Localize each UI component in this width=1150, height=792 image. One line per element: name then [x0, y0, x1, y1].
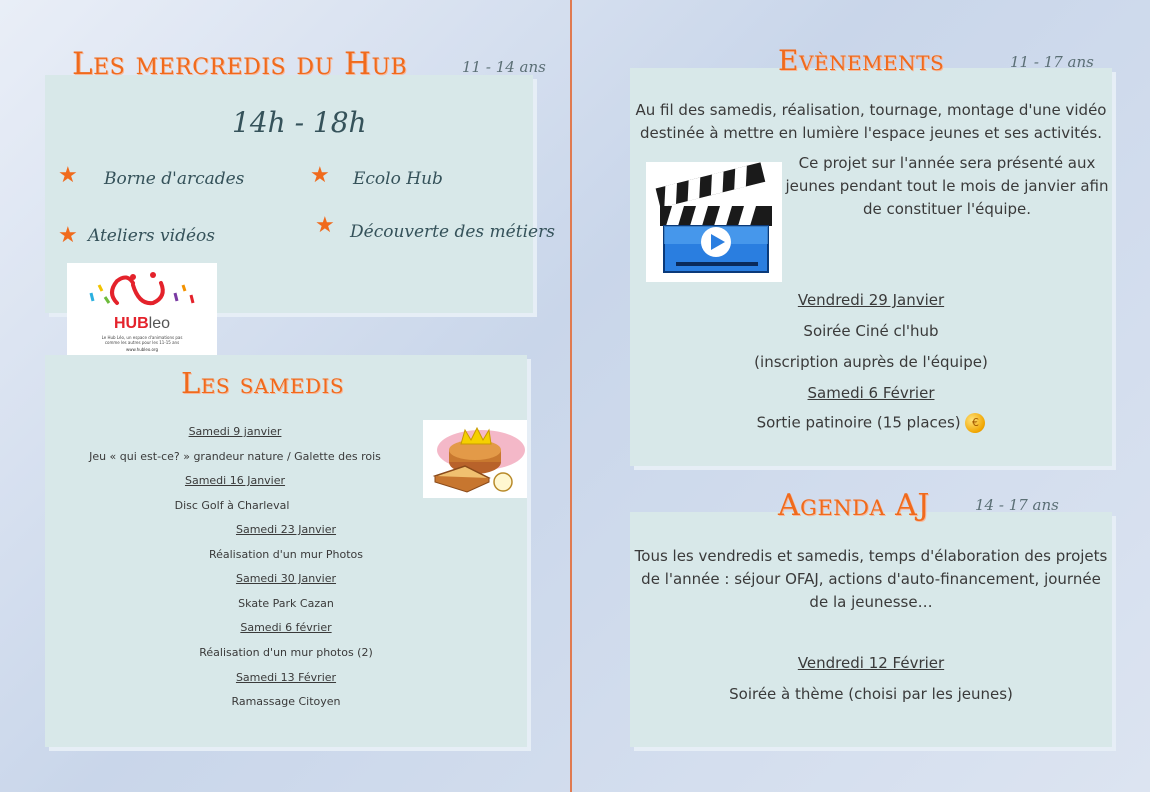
samedi-date: Samedi 30 Janvier — [235, 572, 337, 586]
galette-illustration — [423, 420, 527, 498]
euro-coin-icon: € — [965, 413, 985, 433]
evenements-date1: Vendredi 29 Janvier — [797, 291, 945, 309]
star-icon: ★ — [310, 163, 330, 188]
samedi-desc: Disc Golf à Charleval — [174, 498, 290, 512]
mercredis-age: 11 - 14 ans — [462, 58, 546, 76]
evenements-event1: Soirée Ciné cl'hub — [803, 322, 939, 340]
activity-ateliers: Ateliers vidéos — [88, 226, 216, 246]
agenda-title: Agenda AJ — [778, 488, 930, 523]
activity-borne: Borne d'arcades — [104, 169, 245, 189]
agenda-intro: Tous les vendredis et samedis, temps d'élaboration des projets de l'année : séjour OFAJ, actions d'auto-financement, journée de la jeunesse… — [634, 547, 1108, 611]
samedi-date: Samedi 6 février — [240, 621, 332, 635]
star-icon: ★ — [58, 163, 78, 188]
activity-ecolo: Ecolo Hub — [353, 169, 443, 189]
evenements-event2: Sortie patinoire (15 places) — [756, 413, 961, 432]
samedi-desc: Réalisation d'un mur photos (2) — [199, 645, 373, 659]
evenements-age: 11 - 17 ans — [1010, 53, 1094, 71]
samedi-date: Samedi 13 Février — [235, 670, 337, 684]
mercredis-hours: 14h - 18h — [232, 106, 367, 139]
mercredis-title: Les mercredis du Hub — [72, 46, 408, 82]
samedi-date: Samedi 16 Janvier — [184, 474, 286, 488]
evenements-project: Ce projet sur l'année sera présenté aux jeunes pendant tout le mois de janvier afin de constituer l'équipe. — [785, 154, 1109, 218]
samedi-desc: Réalisation d'un mur Photos — [208, 547, 364, 561]
hubleo-url: www.hubleo.org — [125, 347, 159, 352]
samedis-title: Les samedis — [181, 366, 345, 400]
star-icon: ★ — [315, 213, 335, 238]
hubleo-brand-hub: HUB — [113, 315, 149, 332]
activity-decouverte: Découverte des métiers — [350, 222, 555, 242]
samedis-list-2 — [45, 518, 527, 715]
hubleo-logo — [67, 263, 217, 363]
hubleo-logo-mark — [67, 263, 217, 321]
hubleo-tagline: Le Hub Léo, un espace d'animations pas comme les autres pour les 11-15 ans — [101, 335, 183, 345]
star-icon: ★ — [58, 223, 78, 248]
agenda-age: 14 - 17 ans — [975, 496, 1059, 514]
agenda-event: Soirée à thème (choisi par les jeunes) — [729, 685, 1013, 703]
samedis-list — [45, 420, 425, 518]
hubleo-brand-leo: leo — [148, 315, 171, 332]
samedi-desc: Jeu « qui est-ce? » grandeur nature / Galette des rois — [89, 449, 381, 463]
evenements-event2-row — [630, 413, 1112, 433]
samedi-desc: Ramassage Citoyen — [231, 695, 341, 709]
agenda-date: Vendredi 12 Février — [797, 654, 945, 672]
page-divider — [570, 0, 572, 792]
samedi-date: Samedi 9 janvier — [188, 425, 282, 438]
evenements-intro: Au fil des samedis, réalisation, tournage, montage d'une vidéo destinée à mettre en lumière l'espace jeunes et ses activités. — [635, 101, 1107, 142]
samedi-date: Samedi 23 Janvier — [235, 523, 337, 536]
evenements-date2: Samedi 6 Février — [807, 384, 935, 402]
evenements-title: Evènements — [778, 44, 945, 77]
video-clapperboard-icon — [646, 162, 782, 282]
evenements-event1-note: (inscription auprès de l'équipe) — [754, 353, 988, 371]
samedi-desc: Skate Park Cazan — [238, 596, 334, 610]
